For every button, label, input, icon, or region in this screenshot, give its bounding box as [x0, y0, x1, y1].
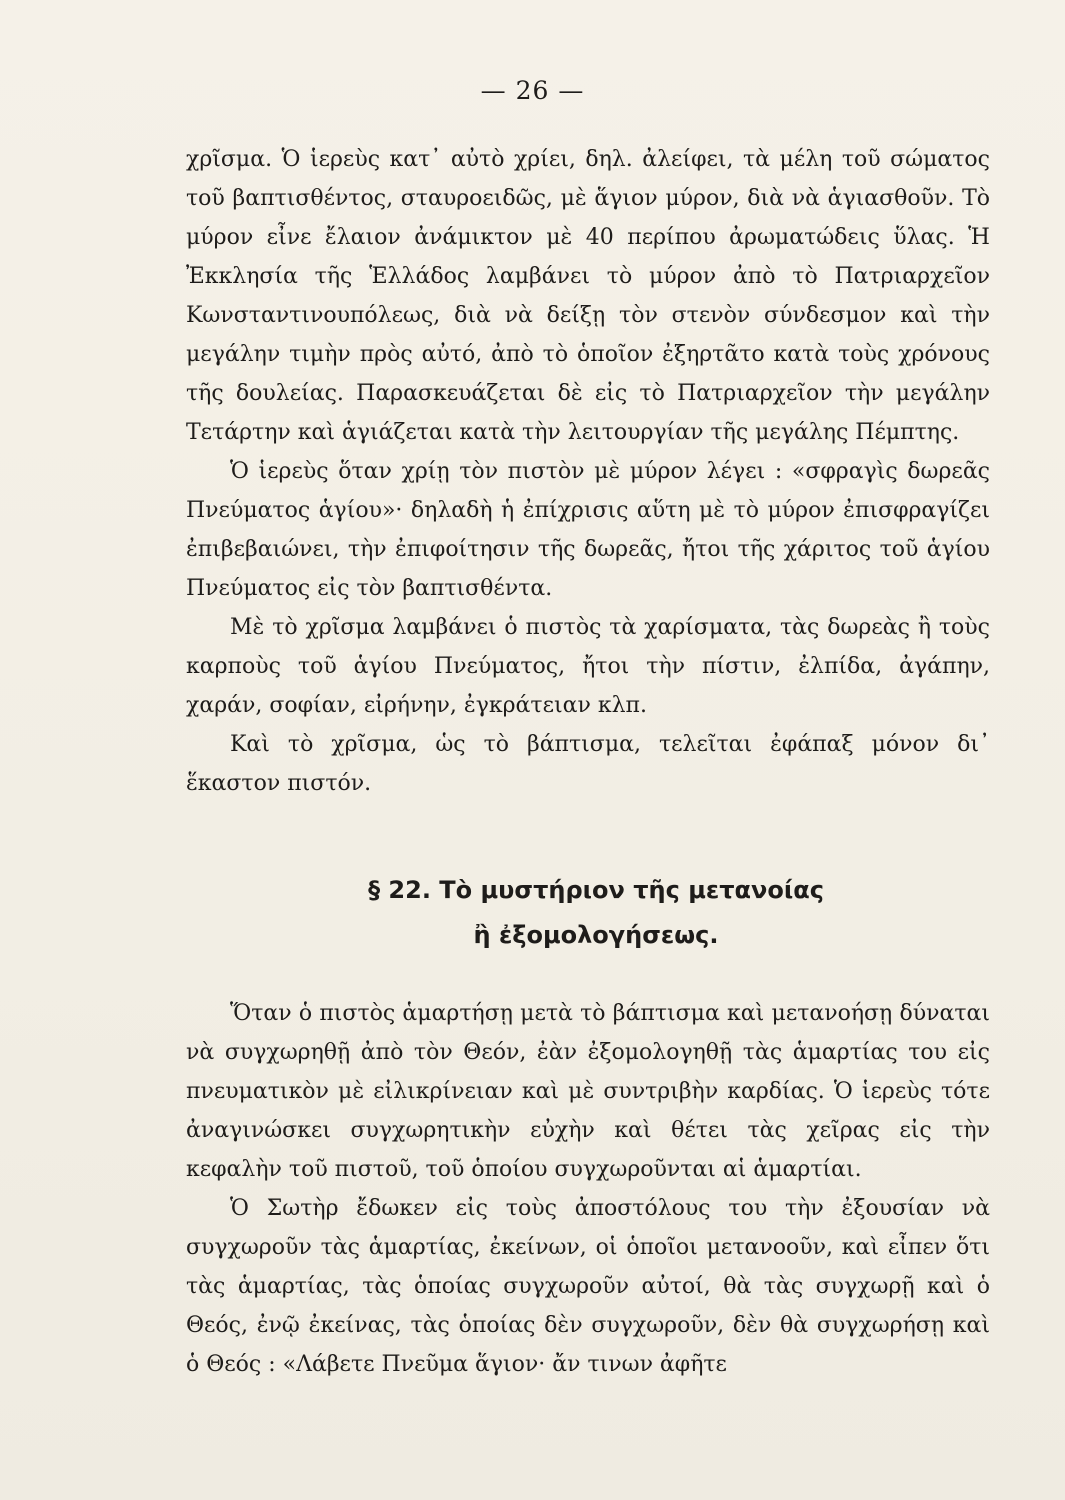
paragraph: Ὁ Σωτὴρ ἔδωκεν εἰς τοὺς ἀποστόλους του τὴν ἐξουσίαν νὰ συγχωροῦν τὰς ἁμαρτίας, ἐκείνων, οἱ ὁποῖοι μετανοοῦν, καὶ εἶπεν ὅτι τὰς ἁμαρτίας, τὰς ὁποίας συγχωροῦν αὐτοί, θὰ τὰς συγχωρῇ καὶ ὁ Θεός, ἐνῷ ἐκείνας, τὰς ὁποίας δὲν συγχωροῦν, δὲν θὰ συγχωρήσῃ καὶ ὁ Θεός : «Λάβετε Πνεῦμα ἅγιον· ἄν τινων ἀφῆτε [186, 1196, 990, 1377]
paragraph: Ὅταν ὁ πιστὸς ἁμαρτήσῃ μετὰ τὸ βάπτισμα καὶ μετανοήσῃ δύναται νὰ συγχωρηθῇ ἀπὸ τὸν Θεόν, ἐὰν ἐξομολογηθῇ τὰς ἁμαρτίας του εἰς πνευματικὸν μὲ εἰλικρίνειαν καὶ μὲ συντριβὴν καρδίας. Ὁ ἱερεὺς τότε ἀναγινώσκει συγχωρητικὴν εὐχὴν καὶ θέτει τὰς χεῖρας εἰς τὴν κεφαλὴν τοῦ πιστοῦ, τοῦ ὁποίου συγχωροῦνται αἱ ἁμαρτίαι. [186, 1001, 990, 1182]
paragraph: χρῖσμα. Ὁ ἱερεὺς κατ᾿ αὐτὸ χρίει, δηλ. ἀλείφει, τὰ μέλη τοῦ σώματος τοῦ βαπτισθέντος, σταυροειδῶς, μὲ ἅγιον μύρον, διὰ νὰ ἁγιασθοῦν. Τὸ μύρον εἶνε ἔλαιον ἀνάμικτον μὲ 40 περίπου ἀρωματώδεις ὕλας. Ἡ Ἐκκλησία τῆς Ἑλλάδος λαμβάνει τὸ μύρον ἀπὸ τὸ Πατριαρχεῖον Κωνσταντινουπόλεως, διὰ νὰ δείξῃ τὸν στενὸν σύνδεσμον καὶ τὴν μεγάλην τιμὴν πρὸς αὐτό, ἀπὸ τὸ ὁποῖον ἐξηρτᾶτο κατὰ τοὺς χρόνους τῆς δουλείας. Παρασκευάζεται δὲ εἰς τὸ Πατριαρχεῖον τὴν μεγάλην Τετάρτην καὶ ἁγιάζεται κατὰ τὴν λειτουργίαν τῆς μεγάλης Πέμπτης. [186, 147, 990, 445]
paragraph: Ὁ ἱερεὺς ὅταν χρίῃ τὸν πιστὸν μὲ μύρον λέγει : «σφραγὶς δωρεᾶς Πνεύματος ἁγίου»· δηλαδὴ ἡ ἐπίχρισις αὕτη μὲ τὸ μύρον ἐπισφραγίζει ἐπιβεβαιώνει, τὴν ἐπιφοίτησιν τῆς δωρεᾶς, ἤτοι τῆς χάριτος τοῦ ἁγίου Πνεύματος εἰς τὸν βαπτισθέντα. [186, 459, 990, 601]
section-heading [186, 868, 1006, 958]
page-number: — 26 — [480, 76, 585, 105]
section-subtitle: ἢ ἐξομολογήσεως. [473, 921, 719, 949]
text-block-penance [186, 994, 990, 1384]
paragraph: Καὶ τὸ χρῖσμα, ὡς τὸ βάπτισμα, τελεῖται ἐφάπαξ μόνον δι᾿ ἕκαστον πιστόν. [186, 732, 990, 796]
paragraph: Μὲ τὸ χρῖσμα λαμβάνει ὁ πιστὸς τὰ χαρίσματα, τὰς δωρεὰς ἢ τοὺς καρποὺς τοῦ ἁγίου Πνεύματος, ἤτοι τὴν πίστιν, ἐλπίδα, ἀγάπην, χαράν, σοφίαν, εἰρήνην, ἐγκράτειαν κλπ. [186, 615, 990, 718]
section-title: § 22. Τὸ μυστήριον τῆς μετανοίας [368, 876, 824, 904]
text-block-confirmation [186, 140, 990, 803]
